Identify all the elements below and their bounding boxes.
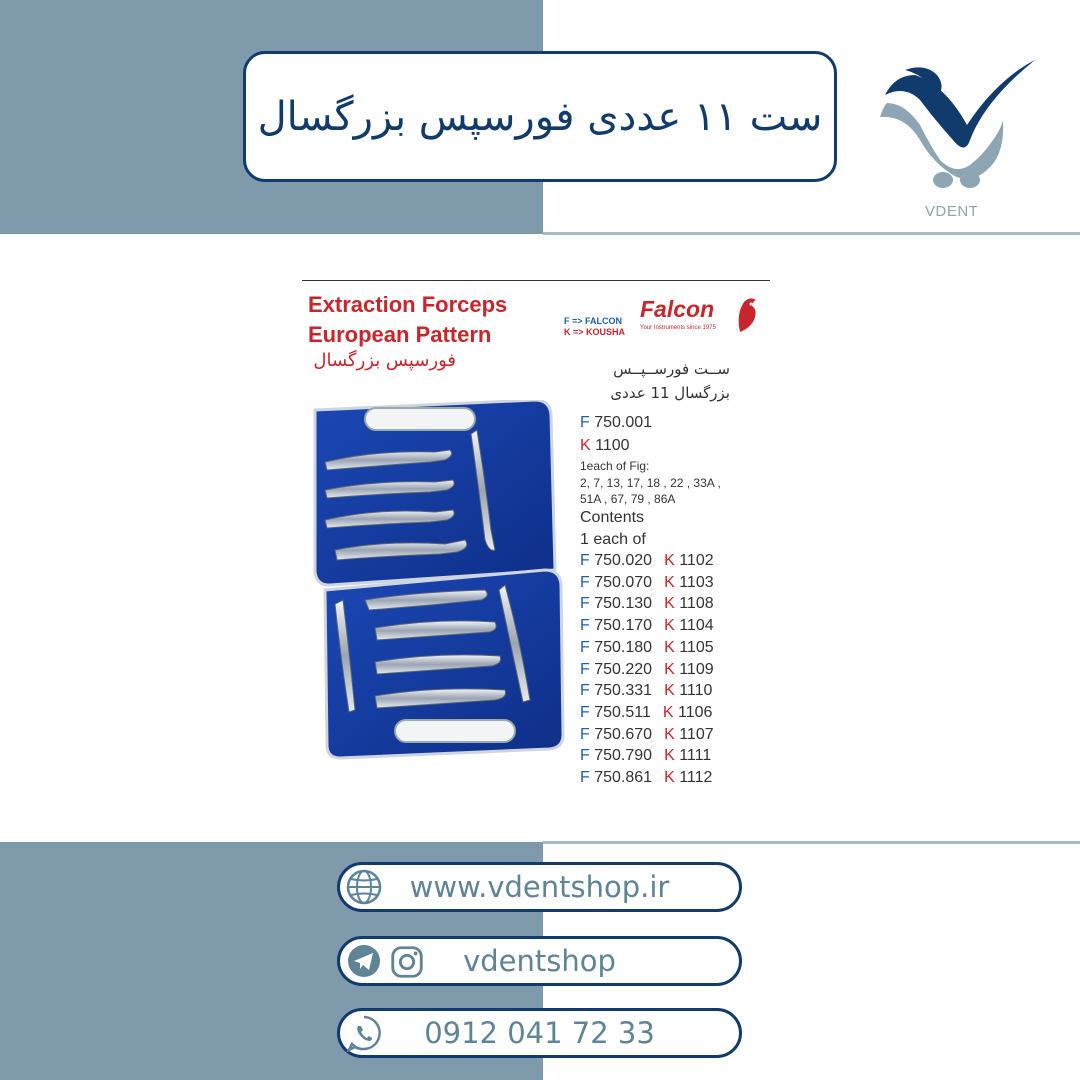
- social-pill[interactable]: [337, 936, 742, 986]
- kousha-code: 1111: [679, 747, 712, 765]
- phone-number[interactable]: 0912 041 72 33: [424, 1016, 655, 1050]
- heading-persian: فورسپس بزرگسال: [313, 350, 456, 371]
- contents-row: [580, 747, 711, 765]
- falcon-prefix: F: [580, 617, 590, 635]
- fig-label: 1each of Fig:: [580, 459, 650, 473]
- kousha-prefix: K: [664, 682, 675, 700]
- falcon-prefix: F: [580, 638, 590, 656]
- kousha-code: 1102: [679, 552, 714, 569]
- kousha-code: 1107: [679, 725, 714, 743]
- contents-row: [580, 726, 714, 744]
- brand-name: Falcon: [640, 296, 715, 322]
- persian-desc-line-1: ســت فورســپــس: [613, 360, 730, 378]
- legend-kousha: K => KOUSHA: [564, 327, 626, 337]
- falcon-prefix: F: [580, 573, 590, 591]
- kousha-prefix: K: [664, 595, 675, 613]
- contents-row: [580, 769, 712, 787]
- contents-row: [580, 574, 714, 592]
- contents-row: [580, 552, 714, 570]
- falcon-prefix: F: [580, 725, 590, 743]
- falcon-code: 750.511: [594, 703, 651, 721]
- kousha-prefix: K: [664, 617, 675, 635]
- falcon-prefix: F: [580, 703, 590, 721]
- website-url[interactable]: www.vdentshop.ir: [409, 870, 670, 904]
- falcon-code: 750.220: [594, 660, 653, 678]
- forceps-case-image: [305, 400, 567, 760]
- falcon-code: 750.331: [594, 682, 653, 700]
- legend-falcon: F => FALCON: [564, 316, 623, 326]
- falcon-prefix: F: [580, 552, 590, 569]
- kousha-prefix: K: [664, 747, 675, 765]
- falcon-prefix: F: [580, 660, 590, 678]
- fig-list-line-2: 51A , 67, 79 , 86A: [580, 492, 676, 506]
- brand-tagline: Your Instruments since 1975: [640, 325, 716, 331]
- heading-line-1: Extraction Forceps: [308, 292, 508, 317]
- heading-line-2: European Pattern: [308, 322, 492, 347]
- phone-pill[interactable]: [337, 1008, 742, 1058]
- kousha-code: 1106: [678, 703, 713, 721]
- falcon-prefix: F: [580, 595, 590, 613]
- kousha-code: 1109: [679, 660, 714, 678]
- falcon-code: 750.070: [594, 573, 653, 591]
- vdent-logo-icon: [875, 45, 1045, 225]
- falcon-prefix: F: [580, 747, 590, 765]
- kousha-code: 1105: [679, 638, 714, 656]
- falcon-code: 750.020: [594, 552, 653, 569]
- kousha-prefix: K: [664, 725, 675, 743]
- website-pill[interactable]: [337, 862, 742, 912]
- persian-desc-line-2: بزرگسال 11 عددی: [610, 384, 730, 402]
- each-of-label: 1 each of: [580, 531, 646, 548]
- contents-row: [580, 617, 714, 635]
- set-kousha-code: K 1100: [580, 437, 630, 454]
- brand-legend: [564, 316, 625, 338]
- page-title: ست ۱۱ عددی فورسپس بزرگسال: [257, 93, 823, 140]
- falcon-code: 750.180: [594, 638, 653, 656]
- falcon-code: 750.790: [594, 747, 653, 765]
- kousha-prefix: K: [664, 573, 675, 591]
- kousha-prefix: K: [664, 660, 675, 678]
- kousha-code: 1104: [679, 617, 714, 635]
- falcon-code: 750.170: [594, 617, 653, 635]
- kousha-prefix: K: [664, 552, 675, 569]
- header-divider: [543, 232, 1080, 235]
- set-falcon-code: F 750.001: [580, 414, 653, 431]
- kousha-code: 1108: [679, 595, 714, 613]
- logo-label: VDENT: [925, 203, 979, 220]
- falcon-prefix: F: [580, 682, 590, 700]
- sheet-top-rule: [302, 280, 770, 281]
- contents-row: [580, 704, 712, 722]
- title-box: [243, 51, 837, 182]
- contents-row: [580, 595, 714, 613]
- kousha-code: 1110: [679, 682, 713, 700]
- kousha-code: 1103: [679, 573, 714, 591]
- kousha-code: 1112: [679, 769, 713, 786]
- kousha-prefix: K: [664, 769, 675, 786]
- falcon-bird-icon: [732, 294, 762, 334]
- falcon-code: 750.130: [594, 595, 653, 613]
- kousha-prefix: K: [664, 638, 675, 656]
- contents-row: [580, 682, 712, 700]
- contents-row: [580, 639, 714, 657]
- falcon-code: 750.861: [594, 769, 653, 786]
- falcon-prefix: F: [580, 769, 590, 786]
- social-handle[interactable]: vdentshop: [463, 944, 616, 978]
- fig-list-line-1: 2, 7, 13, 17, 18 , 22 , 33A ,: [580, 476, 721, 490]
- contents-row: [580, 661, 714, 679]
- contents-label: Contents: [580, 509, 645, 526]
- falcon-code: 750.670: [594, 725, 653, 743]
- kousha-prefix: K: [662, 703, 674, 721]
- footer-divider: [543, 841, 1080, 844]
